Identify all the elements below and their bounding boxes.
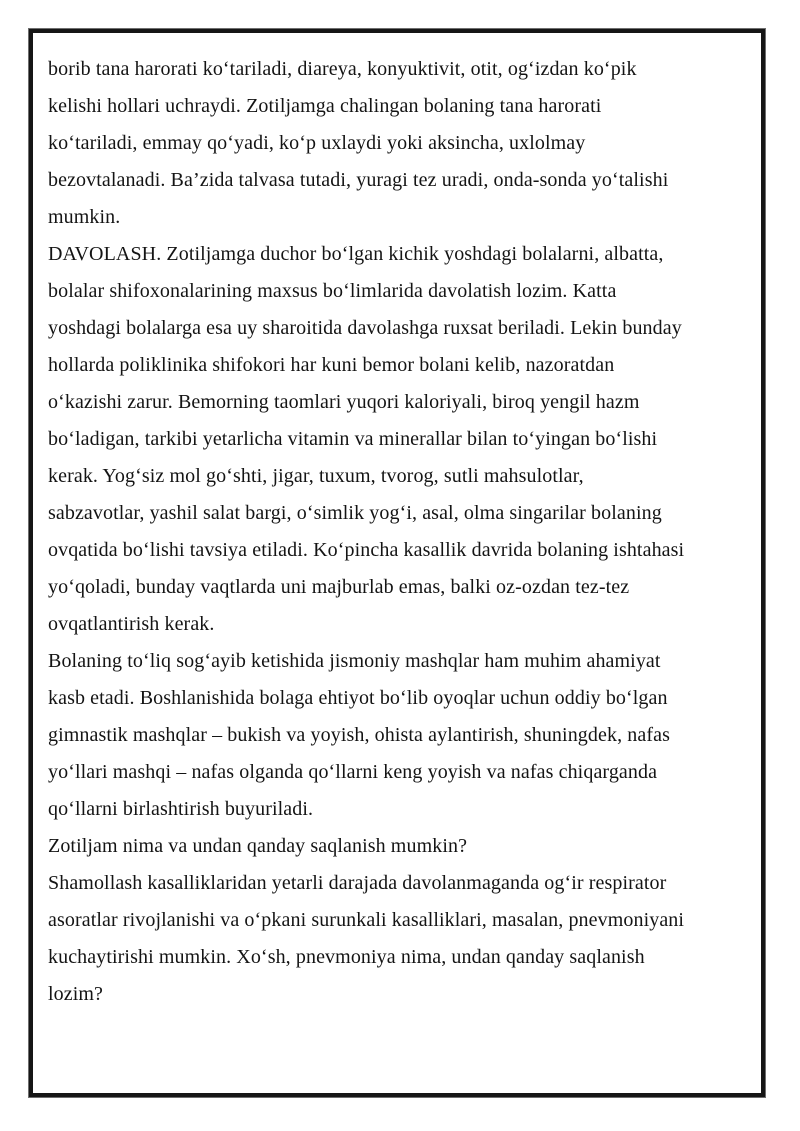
text-line: DAVOLASH. Zotiljamga duchor bo‘lgan kichik yoshdagi bolalarni, albatta, [48,243,664,265]
text-line: bolalar shifoxonalarining maxsus bo‘limlarida davolatish lozim. Katta [48,280,617,302]
paragraph [48,865,751,1013]
text-line: Bolaning to‘liq sog‘ayib ketishida jismoniy mashqlar ham muhim ahamiyat [48,650,661,672]
text-line: mumkin. [48,206,121,228]
text-line: ovqatlantirish kerak. [48,613,215,635]
document-text [33,33,761,1093]
text-line: bezovtalanadi. Ba’zida talvasa tutadi, yuragi tez uradi, onda-sonda yo‘talishi [48,169,669,191]
text-line: lozim? [48,983,104,1005]
paragraph [48,51,751,236]
text-line: qo‘llarni birlashtirish buyuriladi. [48,798,314,820]
text-line: borib tana harorati ko‘tariladi, diareya, konyuktivit, otit, og‘izdan ko‘pik [48,58,637,80]
text-line: yo‘llari mashqi – nafas olganda qo‘llarni keng yoyish va nafas chiqarganda [48,761,658,783]
text-line: kerak. Yog‘siz mol go‘shti, jigar, tuxum, tvorog, sutli mahsulotlar, [48,465,584,487]
paragraph [48,236,751,643]
text-line: o‘kazishi zarur. Bemorning taomlari yuqori kaloriyali, biroq yengil hazm [48,391,640,413]
text-line: Zotiljam nima va undan qanday saqlanish mumkin? [48,835,468,857]
text-line: kuchaytirishi mumkin. Xo‘sh, pnevmoniya nima, undan qanday saqlanish [48,946,645,968]
text-line: yo‘qoladi, bunday vaqtlarda uni majburlab emas, balki oz-ozdan tez-tez [48,576,630,598]
text-line: sabzavotlar, yashil salat bargi, o‘simlik yog‘i, asal, olma singarilar bolaning [48,502,662,524]
text-line: kasb etadi. Boshlanishida bolaga ehtiyot bo‘lib oyoqlar uchun oddiy bo‘lgan [48,687,668,709]
text-line: hollarda poliklinika shifokori har kuni bemor bolani kelib, nazoratdan [48,354,615,376]
text-line: asoratlar rivojlanishi va o‘pkani surunkali kasalliklari, masalan, pnevmoniyani [48,909,685,931]
paragraph [48,643,751,828]
text-line: kelishi hollari uchraydi. Zotiljamga chalingan bolaning tana harorati [48,95,602,117]
text-line: ko‘tariladi, emmay qo‘yadi, ko‘p uxlaydi yoki aksincha, uxlolmay [48,132,586,154]
text-line: ovqatida bo‘lishi tavsiya etiladi. Ko‘pincha kasallik davrida bolaning ishtahasi [48,539,685,561]
paragraph [48,828,751,865]
text-line: yoshdagi bolalarga esa uy sharoitida davolashga ruxsat beriladi. Lekin bunday [48,317,682,339]
text-line: Shamollash kasalliklaridan yetarli darajada davolanmaganda og‘ir respirator [48,872,667,894]
page-border-frame [29,29,765,1097]
text-line: gimnastik mashqlar – bukish va yoyish, ohista aylantirish, shuningdek, nafas [48,724,670,746]
text-line: bo‘ladigan, tarkibi yetarlicha vitamin va minerallar bilan to‘yingan bo‘lishi [48,428,658,450]
